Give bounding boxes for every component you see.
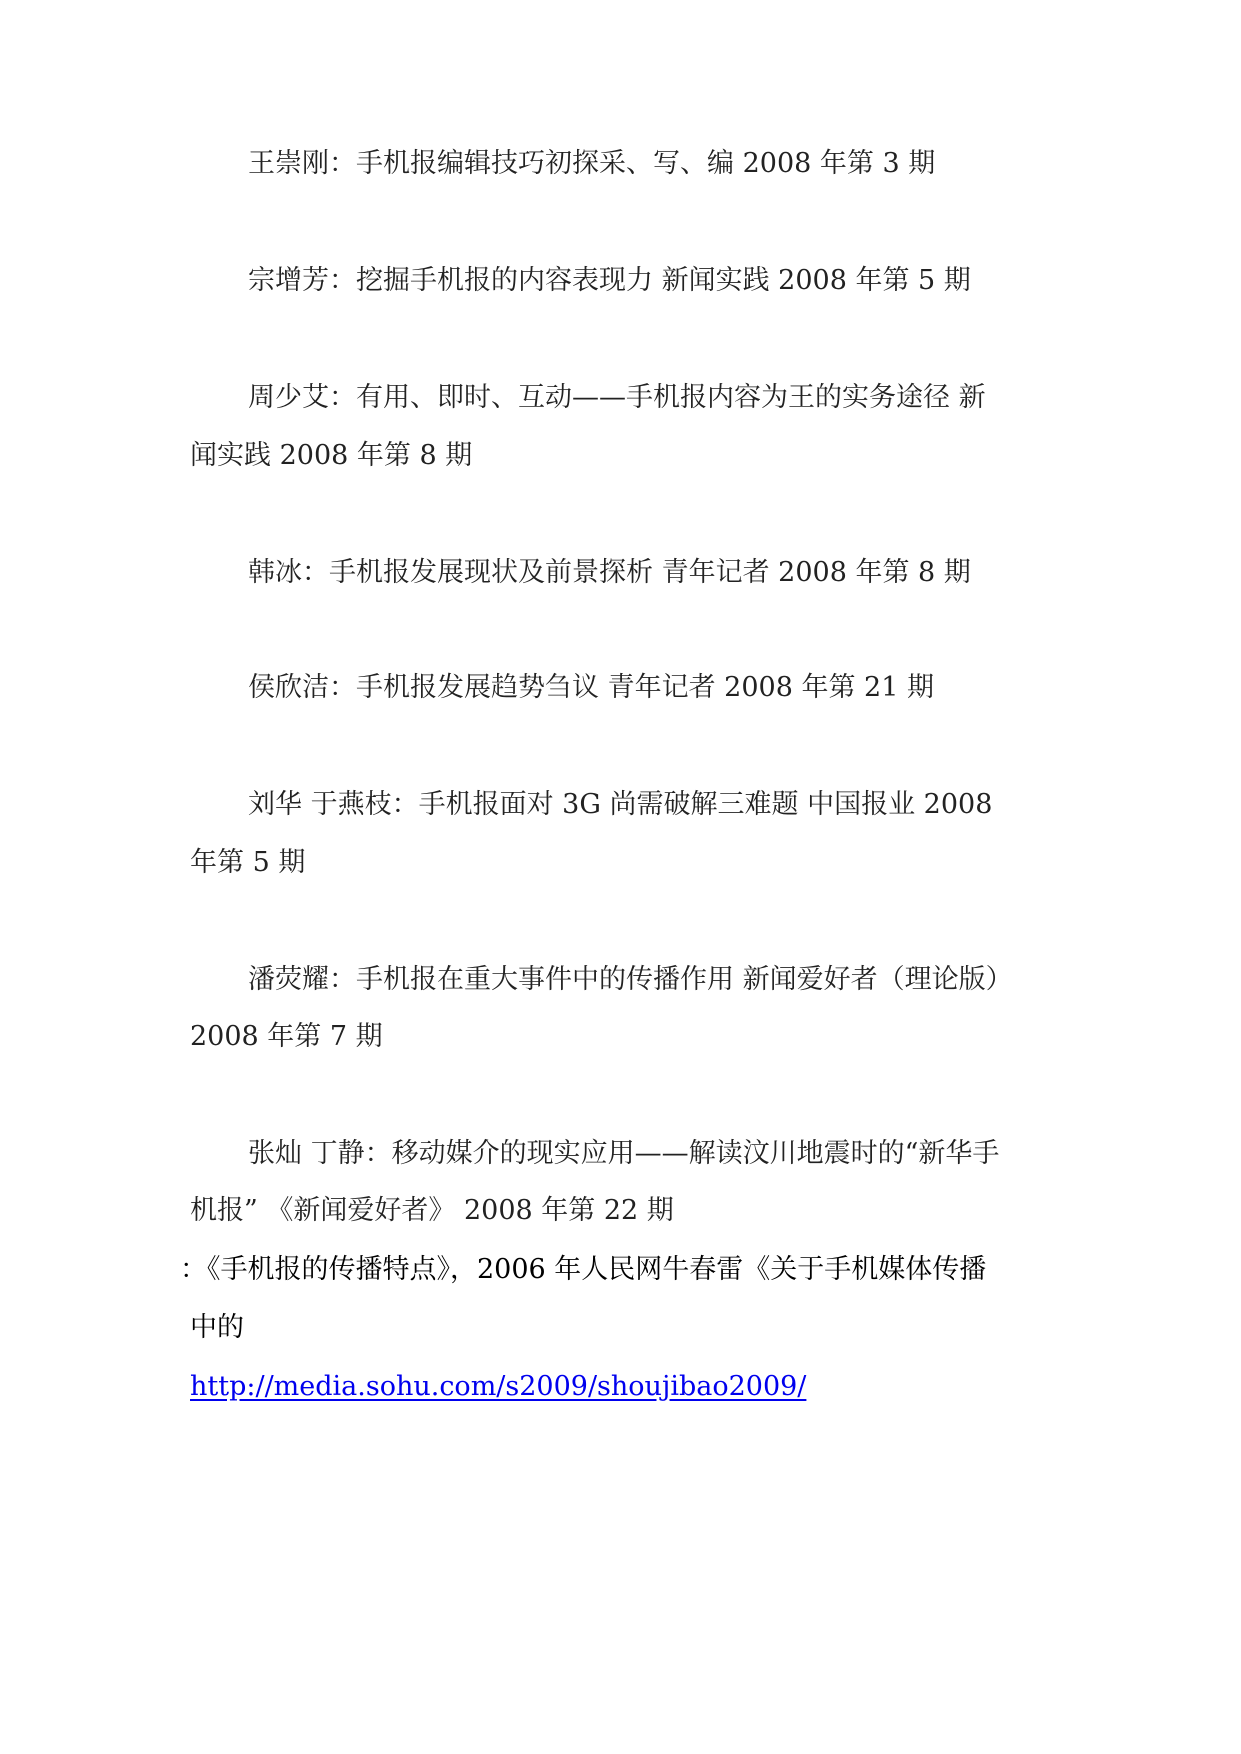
reference-4: 韩冰：手机报发展现状及前景探析 青年记者 2008 年第 8 期 [248, 557, 971, 588]
reference-2: 宗增芳：挖掘手机报的内容表现力 新闻实践 2008 年第 5 期 [248, 265, 971, 296]
footnote-line-1: ：《手机报的传播特点》，2006 年人民网牛春雷《关于手机媒体传播 [180, 1254, 987, 1285]
reference-6-line-2: 年第 5 期 [190, 847, 306, 878]
reference-3-line-1: 周少艾：有用、即时、互动——手机报内容为王的实务途径 新 [248, 382, 986, 413]
reference-8-line-2: 机报” 《新闻爱好者》 2008 年第 22 期 [190, 1195, 674, 1226]
reference-1: 王崇刚：手机报编辑技巧初探采、写、编 2008 年第 3 期 [248, 148, 936, 179]
reference-5: 侯欣洁：手机报发展趋势刍议 青年记者 2008 年第 21 期 [248, 672, 934, 703]
reference-6-line-1: 刘华 于燕枝：手机报面对 3G 尚需破解三难题 中国报业 2008 [248, 789, 993, 820]
footnote-link[interactable]: http://media.sohu.com/s2009/shoujibao2009/ [190, 1371, 807, 1402]
reference-8-line-1: 张灿 丁静：移动媒介的现实应用——解读汶川地震时的“新华手 [248, 1138, 1000, 1169]
reference-7-line-1: 潘荧耀：手机报在重大事件中的传播作用 新闻爱好者（理论版） [248, 964, 1013, 995]
reference-7-line-2: 2008 年第 7 期 [190, 1021, 383, 1052]
reference-3-line-2: 闻实践 2008 年第 8 期 [190, 440, 473, 471]
footnote-line-2: 中的 [190, 1312, 244, 1343]
